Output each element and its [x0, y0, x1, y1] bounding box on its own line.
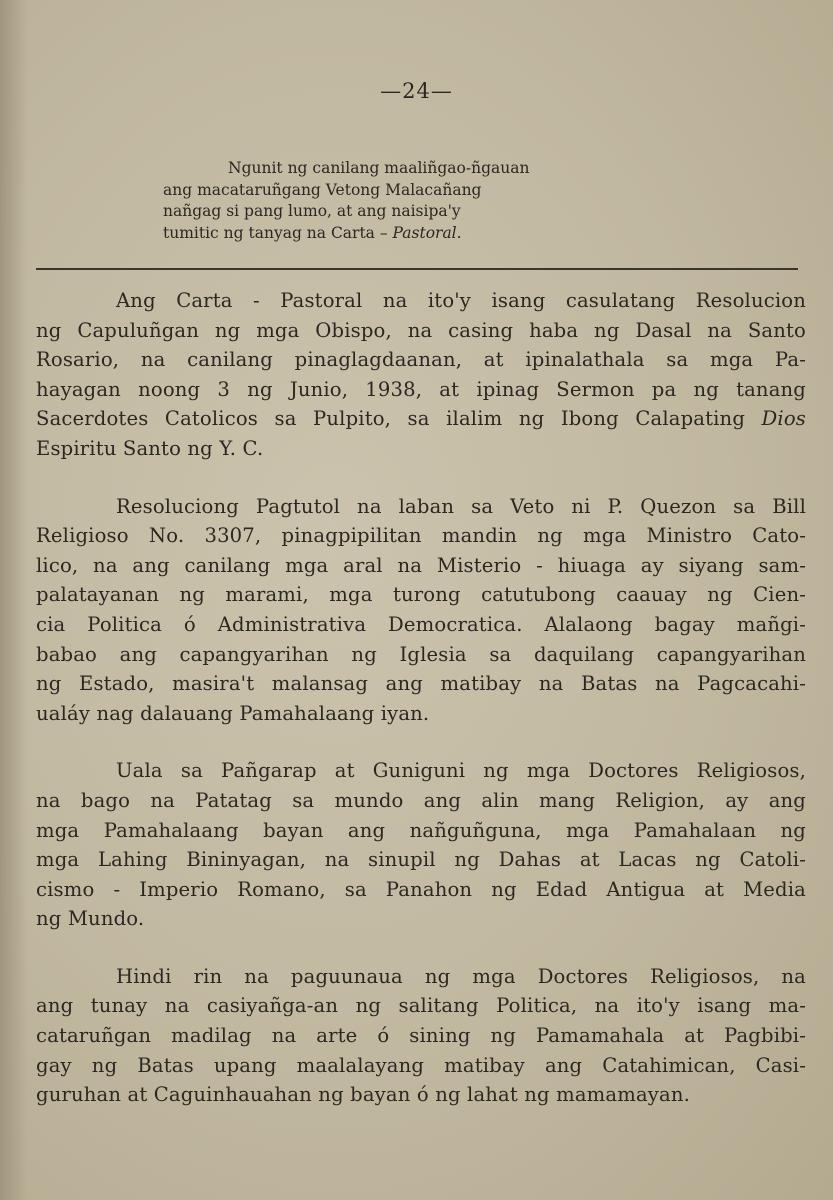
paragraph-line: Uala sa Pañgarap at Guniguni ng mga Doctores Religiosos, [116, 759, 806, 783]
paragraph-line: na bago na Patatag sa mundo ang alin mang Religion, ay ang [36, 788, 806, 812]
epigraph-line [163, 223, 683, 245]
epigraph-line: ang macataruñgang Vetong Malacañang [163, 180, 482, 199]
paragraph-line: cataruñgan madilag na arte ó sining ng Pamamahala at Pagbibi- [36, 1024, 806, 1048]
paragraph-line: cismo - Imperio Romano, sa Panahon ng Edad Antigua at Media [36, 877, 806, 901]
body-text [36, 286, 806, 1138]
paragraph-line: ng Mundo. [36, 907, 145, 931]
paragraph-line: Religioso No. 3307, pinagpipilitan mandin ng mga Ministro Cato- [36, 524, 806, 548]
paragraph-line: Rosario, na canilang pinaglagdaanan, at ipinalathala sa mga Pa- [36, 348, 806, 372]
paragraph-line: cia Politica ó Administrativa Democratica. Alalaong bagay mañgi- [36, 612, 806, 636]
paragraph-4 [36, 962, 806, 1110]
paragraph-line: gay ng Batas upang maalalayang matibay ang Catahimican, Casi- [36, 1053, 806, 1077]
paragraph-line: ang tunay na casiyañga-an ng salitang Politica, na ito'y isang ma- [36, 994, 806, 1018]
paragraph-line: Resoluciong Pagtutol na laban sa Veto ni P. Quezon sa Bill [116, 494, 806, 518]
paragraph-line: ualáy nag dalauang Pamahalaang iyan. [36, 701, 430, 725]
paragraph-line: Hindi rin na paguunaua ng mga Doctores Religiosos, na [116, 964, 806, 988]
paragraph-line: babao ang capangyarihan ng Iglesia sa daquilang capangyarihan [36, 642, 806, 666]
italic-word: Dios [761, 407, 806, 431]
paragraph-line [36, 404, 806, 434]
paragraph-line: mga Pamahalaang bayan ang nañguñguna, mga Pamahalaan ng [36, 818, 806, 842]
paragraph-line: hayagan noong 3 ng Junio, 1938, at ipinag Sermon pa ng tanang [36, 377, 806, 401]
epigraph-italic-word: Pastoral. [392, 223, 462, 242]
paragraph-line: ng Capuluñgan ng mga Obispo, na casing haba ng Dasal na Santo [36, 318, 806, 342]
paragraph-line: Espiritu Santo ng Y. C. [36, 436, 264, 460]
epigraph-line-text: tumitic ng tanyag na Carta – [163, 223, 388, 242]
paragraph-line: mga Lahing Bininyagan, na sinupil ng Dahas at Lacas ng Catoli- [36, 848, 806, 872]
paragraph-line: Ang Carta - Pastoral na ito'y isang casulatang Resolucion [116, 289, 806, 312]
horizontal-rule [36, 268, 798, 270]
paragraph-line: ng Estado, masira't malansag ang matibay na Batas na Pagcacahi- [36, 672, 806, 696]
paragraph-line: palatayanan ng marami, mga turong catutubong caauay ng Cien- [36, 583, 806, 607]
paragraph-line: lico, na ang canilang mga aral na Misterio - hiuaga ay siyang sam- [36, 553, 806, 577]
epigraph-line: nañgag si pang lumo, at ang naisipa'y [163, 202, 461, 220]
paragraph-2 [36, 492, 806, 729]
page-number: —24— [380, 79, 453, 103]
paragraph-line: guruhan at Caguinhauahan ng bayan ó ng lahat ng mamamayan. [36, 1083, 691, 1107]
paragraph-3 [36, 756, 806, 934]
epigraph [163, 158, 683, 244]
paragraph-1 [36, 286, 806, 464]
page-edge-shadow [0, 0, 28, 1200]
epigraph-line: Ngunit ng canilang maaliñgao-ñgauan [228, 159, 530, 177]
paragraph-line-text: Sacerdotes Catolicos sa Pulpito, sa ilalim ng Ibong Calapating [36, 407, 746, 431]
